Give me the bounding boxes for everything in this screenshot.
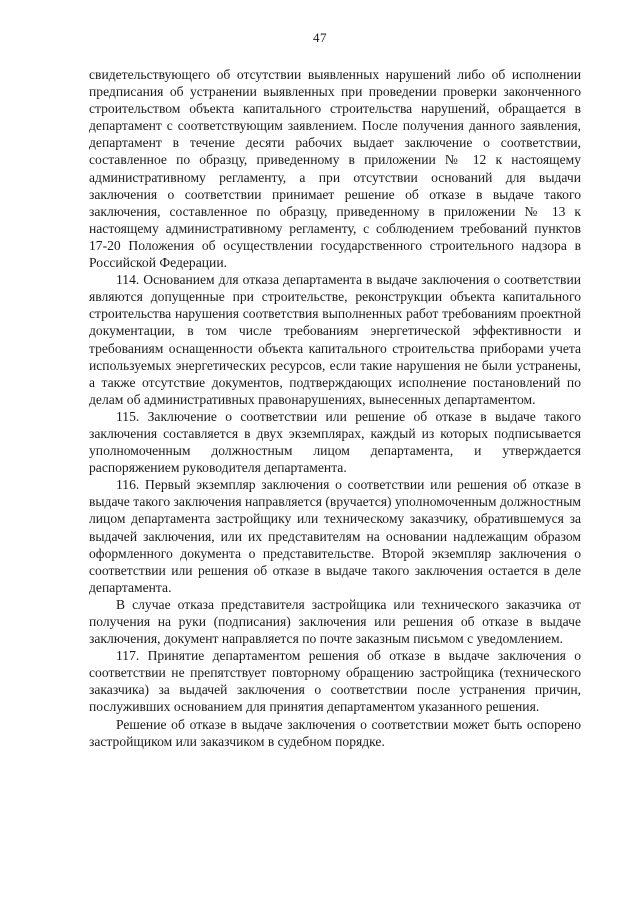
paragraph-114: 114. Основанием для отказа департамента в выдаче заключения о соответствии являются допущенные при строительстве, реконструкции объекта капитального строительства нарушения соответствия выполненных работ требованиям проектной документации, в том числе требованиям энергетической эффективности и требованиям оснащенности объекта капитального строительства приборами учета используемых энергетических ресурсов, если такие нарушения не были устранены, а также отсутствие документов, подтверждающих исполнение постановлений по делам об административных правонарушениях, вынесенных департаментом. (89, 272, 581, 407)
paragraph-116: 116. Первый экземпляр заключения о соответствии или решения об отказе в выдаче такого заключения направляется (вручается) уполномоченным должностным лицом департамента застройщику или техническому заказчику, обратившемуся за выдачей заключения, или их представителям на основании надлежащим образом оформленного документа о представительстве. Второй экземпляр заключения о соответствии или решения об отказе в выдаче такого заключения остается в деле департамента. (89, 477, 581, 595)
page-number: 47 (313, 30, 327, 45)
paragraph-refusal-delivery: В случае отказа представителя застройщика или технического заказчика от получения на руки (подписания) заключения или решения об отказе в выдаче заключения, документ направляется по почте заказным письмом с уведомлением. (89, 596, 581, 647)
paragraph-appeal: Решение об отказе в выдаче заключения о соответствии может быть оспорено застройщиком или заказчиком в судебном порядке. (89, 716, 581, 749)
paragraph-117: 117. Принятие департаментом решения об отказе в выдаче заключения о соответствии не препятствует повторному обращению застройщика (технического заказчика) за выдачей заключения о соответствии после устранения причин, послуживших основанием для принятия департаментом указанного решения. (89, 648, 581, 715)
paragraph-continuation: свидетельствующего об отсутствии выявленных нарушений либо об исполнении предписания об устранении выявленных при проведении проверки законченного строительством объекта капитального строительства нарушений, обращается в департамент с соответствующим заявлением. После получения данного заявления, департамент в течение десяти рабочих выдает заключение о соответствии, составленное по образцу, приведенному в приложении № 12 к настоящему административному регламенту, а при отсутствии оснований для выдачи заключения о соответствии принимает решение об отказе в выдаче такого заключения, составленное по образцу, приведенному в приложении № 13 к настоящему административному регламенту, с соблюдением требований пунктов 17-20 Положения об осуществлении государственного строительного надзора в Российской Федерации. (89, 67, 581, 271)
document-body (89, 66, 581, 750)
paragraph-115: 115. Заключение о соответствии или решение об отказе в выдаче такого заключения составляется в двух экземплярах, каждый из которых подписывается уполномоченным должностным лицом департамента, и утверждается распоряжением руководителя департамента. (89, 408, 581, 476)
